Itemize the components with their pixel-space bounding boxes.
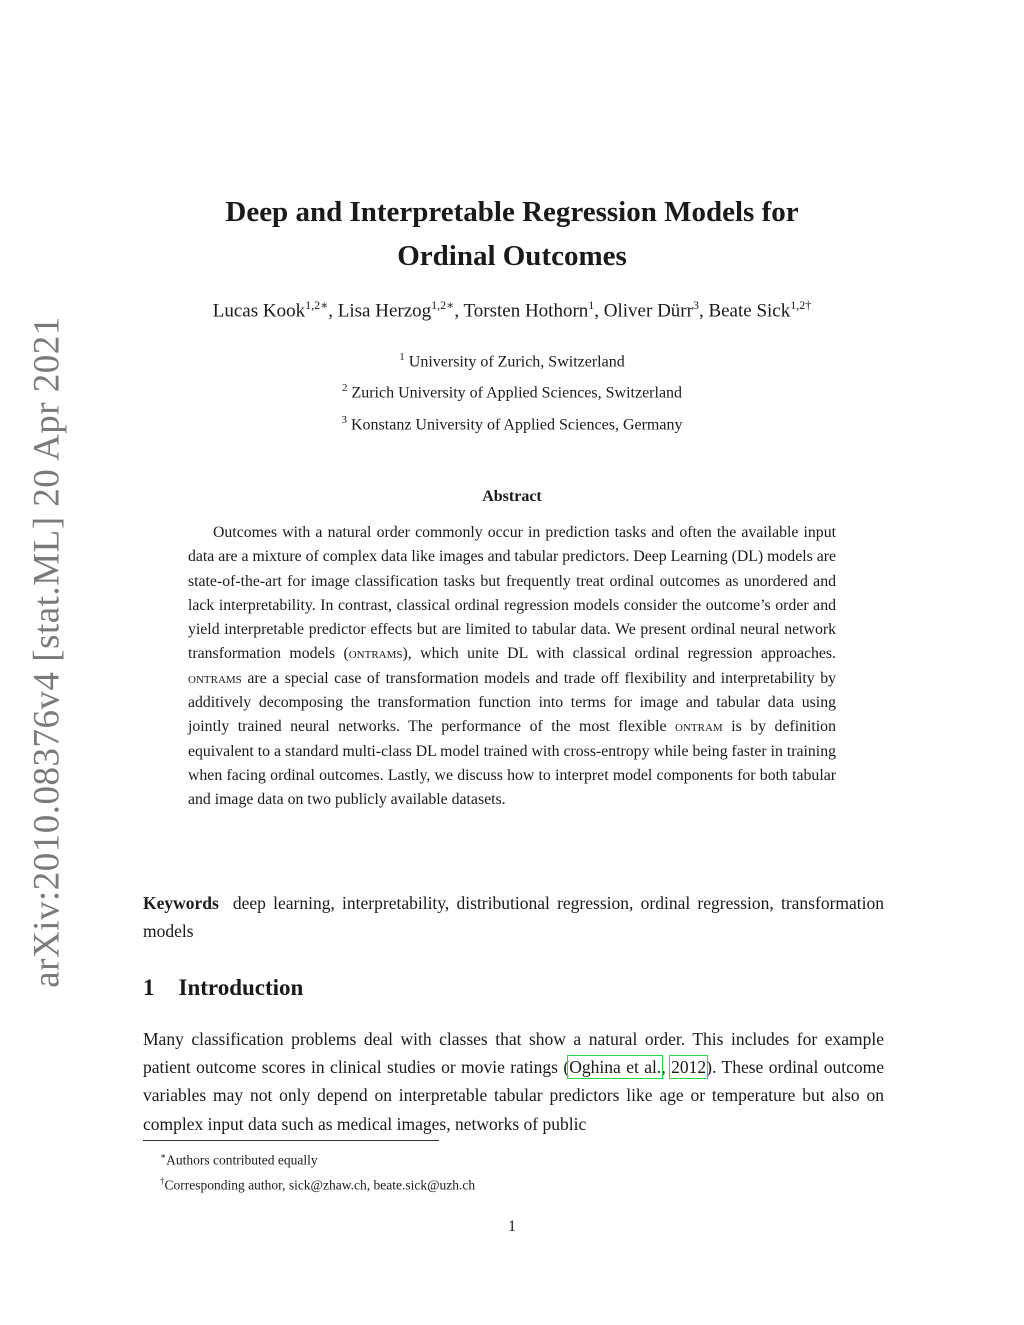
abstract-heading: Abstract — [482, 488, 542, 505]
intro-text: Many classification problems deal with classes that show a natural order. This includes for example patient outcome scores in clinical studies or movie ratings ( — [143, 1029, 884, 1078]
section-heading — [143, 975, 303, 1001]
author-name: Beate Sick — [708, 300, 791, 322]
author-name: Torsten Hothorn — [463, 300, 589, 322]
ontram-term: ontram — [675, 718, 723, 736]
affiliation-number: 3 — [341, 413, 347, 426]
footnote — [160, 1171, 475, 1196]
section-number: 1 — [143, 975, 155, 1000]
affiliation — [0, 344, 1024, 375]
page-number: 1 — [508, 1218, 516, 1235]
citation-year-link[interactable]: 2012 — [671, 1057, 707, 1078]
affiliation-text: University of Zurich, Switzerland — [408, 353, 625, 371]
author-list: Lucas Kook$^{1,2∗}$, Lisa Herzog$^{1,2∗}$, Torsten Hothorn$^1$, Oliver Dürr$^3$, Beate Sick$^{1,2\dagger}$ — [212, 298, 812, 322]
affiliation-text: Zurich University of Applied Sciences, Switzerland — [351, 384, 683, 402]
keywords-text: deep learning, interpretability, distributional regression, ordinal regression, transformation models — [143, 893, 884, 941]
affiliation — [0, 407, 1024, 438]
keywords-label: Keywords — [143, 893, 219, 913]
footnote-mark: ∗ — [160, 1151, 167, 1161]
title-line-1: Deep and Interpretable Regression Models for — [225, 196, 799, 228]
author-sup: 1,2∗ — [305, 298, 329, 312]
author-sup: 1,2∗ — [431, 298, 455, 312]
abstract-body — [188, 521, 836, 813]
author-sup: 1,2† — [790, 298, 812, 312]
citation-authors-link[interactable]: Oghina et al. — [569, 1057, 662, 1078]
footnote-text: Authors contributed equally — [166, 1152, 318, 1168]
keywords — [143, 889, 884, 945]
affiliation-number: 1 — [399, 351, 405, 363]
author-sup: 3 — [692, 298, 699, 312]
footnotes — [160, 1146, 475, 1195]
ontrams-term: ontrams — [348, 645, 403, 663]
abstract-text: ), which unite DL with classical ordinal regression approaches. — [402, 645, 836, 663]
footnote — [160, 1146, 475, 1171]
arxiv-side-stamp: arXiv:2010.08376v4 [stat.ML] 20 Apr 2021 — [26, 316, 68, 988]
author-name: Lucas Kook — [212, 300, 306, 322]
title-line-2: Ordinal Outcomes — [397, 240, 627, 272]
intro-text: ). These ordinal outcome variables may not only depend on interpretable tabular predictors like age or temperature but also on complex input data such as medical images, networks of public — [143, 1057, 885, 1134]
affiliation-list — [0, 344, 1024, 438]
abstract-text: Outcomes with a natural order commonly occur in prediction tasks and often the available input data are a mixture of complex data like images and tabular predictors. Deep Learning (DL) models are state-of-the-art for image classification tasks but frequently treat ordinal outcomes as unordered and lack interpretability. In contrast, classical ordinal regression models consider the outcome’s order and yield interpretable predictor effects but are limited to tabular data. We present ordinal neural network transformation models ( — [188, 524, 836, 663]
intro-paragraph — [143, 1025, 884, 1138]
paper-title — [0, 190, 1024, 278]
ontrams-term: ontrams — [188, 669, 242, 687]
author-sup: 1 — [588, 298, 595, 312]
abstract-text: is by definition equivalent to a standard multi-class DL model trained with cross-entropy while being faster in training when facing ordinal outcomes. Lastly, we discuss how to interpret model components for both tabular and image data on two publicly available datasets. — [188, 718, 836, 809]
citation-separator: , — [661, 1057, 672, 1078]
footnote-text: Corresponding author, sick@zhaw.ch, beate.sick@uzh.ch — [164, 1177, 476, 1192]
author-name: Lisa Herzog — [337, 300, 432, 322]
affiliation-number: 2 — [341, 382, 348, 395]
abstract-text: are a special case of transformation models and trade off flexibility and interpretability by additively decomposing the transformation function into terms for image and tabular data using jointly trained neural networks. The performance of the most flexible — [188, 669, 836, 736]
footnote-divider — [143, 1140, 439, 1141]
author-name: Oliver Dürr — [603, 300, 693, 322]
section-title: Introduction — [178, 975, 304, 1000]
affiliation-text: Konstanz University of Applied Sciences, Germany — [351, 415, 683, 433]
footnote-mark: † — [160, 1175, 165, 1186]
affiliation — [0, 375, 1024, 406]
